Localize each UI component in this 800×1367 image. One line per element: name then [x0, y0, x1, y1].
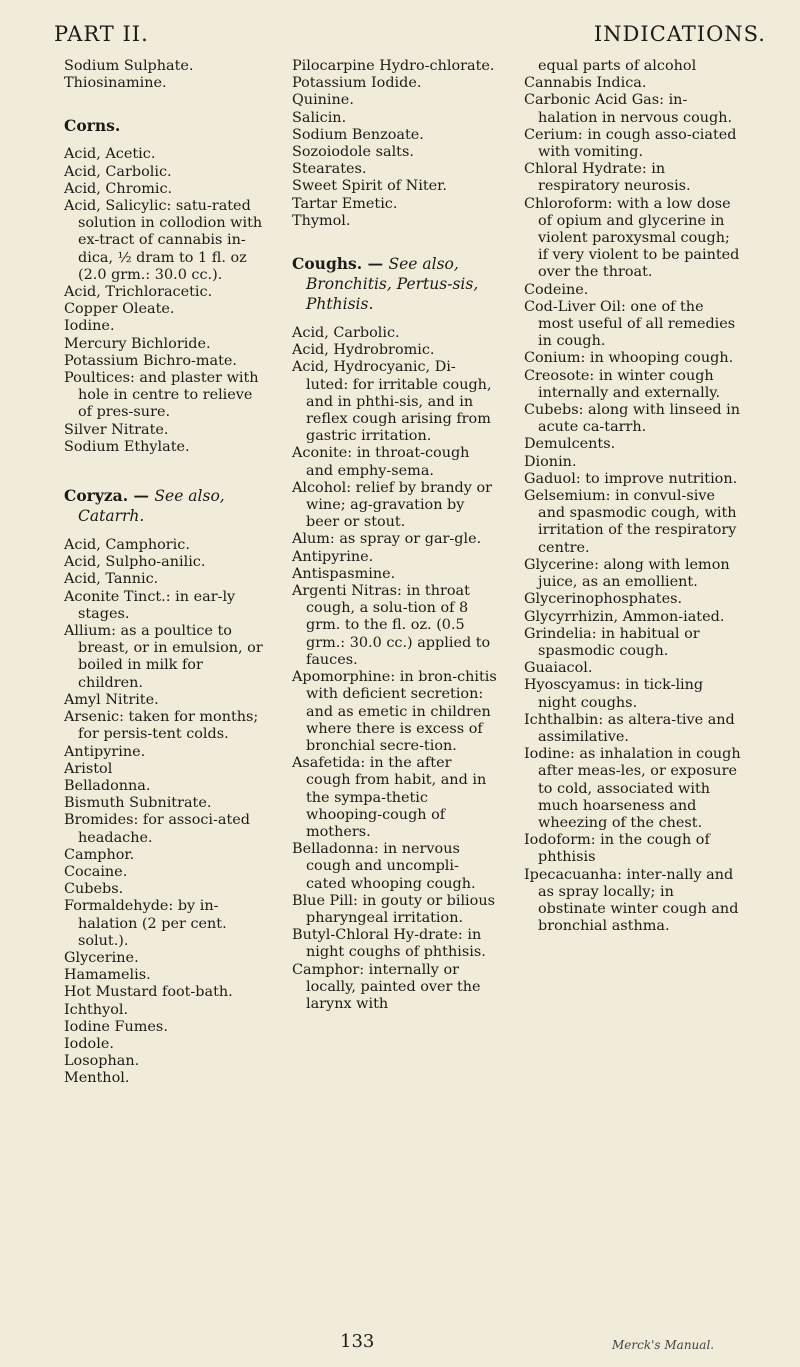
list-item: Thiosinamine.	[64, 75, 167, 92]
header-section: INDICATIONS.	[593, 22, 766, 46]
section-heading-corns: Corns.	[64, 116, 121, 136]
list-item: Apomorphine: in bron-chitis with deficient secretion: and as emetic in children where there is excess of bronchial secre-tion.	[292, 669, 497, 754]
list-item: Bismuth Subnitrate.	[64, 795, 212, 812]
list-item: Acid, Chromic.	[64, 180, 173, 197]
header-part: PART II.	[54, 22, 149, 46]
see-also-reference: See also, Bronchitis, Pertus-sis, Phthisis.	[306, 255, 479, 314]
list-item: Glycerine.	[64, 949, 139, 966]
list-item: Aristol	[64, 760, 113, 777]
list-item: Belladonna.	[64, 777, 151, 794]
list-item: Codeine.	[524, 281, 589, 298]
list-item: Acid, Carbolic.	[292, 325, 400, 342]
list-item: Pilocarpine Hydro-chlorate.	[292, 58, 495, 74]
list-item: Glycyrrhizin, Ammon-iated.	[524, 608, 725, 625]
list-item: Potassium Bichro-mate.	[64, 352, 237, 369]
list-item: Cocaine.	[64, 863, 128, 880]
list-item: Antispasmine.	[292, 565, 396, 582]
column-1	[64, 58, 264, 1088]
list-item: Iodine Fumes.	[64, 1018, 168, 1035]
list-item: Thymol.	[292, 212, 351, 229]
list-item: Camphor: internally or locally, painted over the larynx with	[292, 961, 481, 1012]
list-item: Sodium Benzoate.	[292, 126, 424, 143]
heading-title: Coughs. —	[292, 254, 384, 274]
list-item: Iodine.	[64, 318, 115, 335]
list-item: Iodine: as inhalation in cough after meas-les, or exposure to cold, associated with much hoarseness and wheezing of the chest.	[524, 746, 741, 831]
list-item: Menthol.	[64, 1070, 130, 1087]
column-2	[292, 58, 497, 1013]
list-item: Acid, Salicylic: satu-rated solution in collodion with ex-tract of cannabis in-dica, ½ dram to 1 fl. oz (2.0 grm.: 30.0 cc.).	[64, 198, 263, 283]
list-item: Asafetida: in the after cough from habit, and in the sympa-thetic whooping-cough of mothers.	[292, 755, 487, 840]
see-also-reference: See also, Catarrh.	[78, 487, 225, 526]
list-item: Mercury Bichloride.	[64, 335, 211, 352]
list-item: Allium: as a poultice to breast, or in emulsion, or boiled in milk for children.	[64, 623, 263, 691]
list-item: Sozoiodole salts.	[292, 144, 414, 161]
list-item: Tartar Emetic.	[292, 195, 398, 212]
source-credit: Merck's Manual.	[612, 1338, 715, 1352]
list-item: Potassium Iodide.	[292, 75, 422, 92]
list-item: Losophan.	[64, 1053, 140, 1070]
list-item: Aconite: in throat-cough and emphy-sema.	[292, 445, 470, 479]
list-item: Chloroform: with a low dose of opium and glycerine in violent paroxysmal cough; if very violent to be painted over the throat.	[524, 195, 740, 281]
list-item: Hyoscyamus: in tick-ling night coughs.	[524, 677, 704, 711]
list-item: Alum: as spray or gar-gle.	[292, 531, 482, 548]
list-item: Chloral Hydrate: in respiratory neurosis.	[524, 161, 691, 195]
list-item: Aconite Tinct.: in ear-ly stages.	[64, 588, 236, 622]
list-item: Glycerinophosphates.	[524, 591, 683, 608]
list-item: Cubebs: along with linseed in acute ca-tarrh.	[524, 402, 741, 436]
list-item: Acid, Trichloracetic.	[64, 284, 213, 301]
list-item: Acid, Hydrocyanic, Di-luted: for irritable cough, and in phthi-sis, and in reflex cough arising from gastric irritation.	[292, 359, 492, 445]
list-item: Glycerine: along with lemon juice, as an emollient.	[524, 556, 730, 591]
list-item: Acid, Tannic.	[64, 571, 159, 588]
list-item: Antipyrine.	[292, 548, 374, 565]
list-item: Cod-Liver Oil: one of the most useful of all remedies in cough.	[524, 298, 736, 350]
list-item: Cerium: in cough asso-ciated with vomiting.	[524, 126, 737, 161]
list-item: Camphor.	[64, 846, 135, 863]
list-item: Copper Oleate.	[64, 301, 175, 318]
page-header	[54, 22, 766, 52]
list-item: Acid, Hydrobromic.	[292, 342, 435, 359]
list-item: Salicin.	[292, 109, 347, 126]
list-item: Belladonna: in nervous cough and uncompli-cated whooping cough.	[292, 841, 476, 892]
list-item: Demulcents.	[524, 436, 616, 453]
list-item: Quinine.	[292, 92, 354, 109]
list-item: Cubebs.	[64, 881, 124, 898]
column-3	[524, 58, 742, 935]
list-item: Iodoform: in the cough of phthisis	[524, 832, 710, 866]
list-item: Arsenic: taken for months; for persis-tent colds.	[64, 709, 259, 743]
section-heading-coughs	[292, 254, 497, 314]
list-item: Creosote: in winter cough internally and externally.	[524, 367, 721, 401]
section-heading-coryza	[64, 486, 264, 526]
list-item: Acid, Acetic.	[64, 146, 156, 163]
list-item: Dionin.	[524, 453, 577, 470]
list-item: Ichthalbin: as altera-tive and assimilative.	[524, 711, 735, 745]
list-item: Alcohol: relief by brandy or wine; ag-gravation by beer or stout.	[292, 479, 493, 531]
list-item: Gelsemium: in convul-sive and spasmodic cough, with irritation of the respiratory centre.	[524, 488, 737, 556]
list-item: Poultices: and plaster with hole in centre to relieve of pres-sure.	[64, 370, 259, 421]
list-item: Conium: in whooping cough.	[524, 350, 734, 367]
list-item: Iodole.	[64, 1035, 114, 1052]
list-item: Formaldehyde: by in-halation (2 per cent. solut.).	[64, 898, 227, 949]
list-item: Silver Nitrate.	[64, 421, 169, 438]
page-number: 133	[340, 1331, 375, 1352]
list-item: Argenti Nitras: in throat cough, a solu-tion of 8 grm. to the fl. oz. (0.5 grm.: 30.0 cc.) applied to fauces.	[292, 583, 491, 668]
list-item: Hot Mustard foot-bath.	[64, 984, 233, 1001]
list-item: Stearates.	[292, 161, 367, 178]
list-item: Cannabis Indica.	[524, 75, 647, 92]
heading-title: Coryza. —	[64, 486, 149, 506]
list-item: Grindelia: in habitual or spasmodic cough.	[524, 625, 700, 659]
list-item: Bromides: for associ-ated headache.	[64, 812, 250, 846]
list-item: Ipecacuanha: inter-nally and as spray locally; in obstinate winter cough and bronchial asthma.	[524, 866, 739, 935]
list-item: Acid, Camphoric.	[64, 537, 190, 554]
list-item: Blue Pill: in gouty or bilious pharyngeal irritation.	[292, 892, 495, 926]
list-item: Sodium Ethylate.	[64, 438, 190, 455]
list-item: Sodium Sulphate.	[64, 58, 194, 74]
list-item: Acid, Carbolic.	[64, 163, 172, 180]
list-item: Carbonic Acid Gas: in-halation in nervous cough.	[524, 92, 733, 126]
list-item: equal parts of alcohol	[538, 58, 697, 74]
list-item: Gaduol: to improve nutrition.	[524, 470, 738, 487]
list-item: Sweet Spirit of Niter.	[292, 178, 448, 195]
list-item: Hamamelis.	[64, 967, 151, 984]
list-item: Antipyrine.	[64, 743, 146, 760]
list-item: Guaiacol.	[524, 660, 593, 677]
list-item: Amyl Nitrite.	[64, 691, 159, 708]
list-item: Butyl-Chloral Hy-drate: in night coughs of phthisis.	[292, 927, 486, 961]
list-item: Ichthyol.	[64, 1001, 129, 1018]
list-item: Acid, Sulpho-anilic.	[64, 554, 206, 571]
